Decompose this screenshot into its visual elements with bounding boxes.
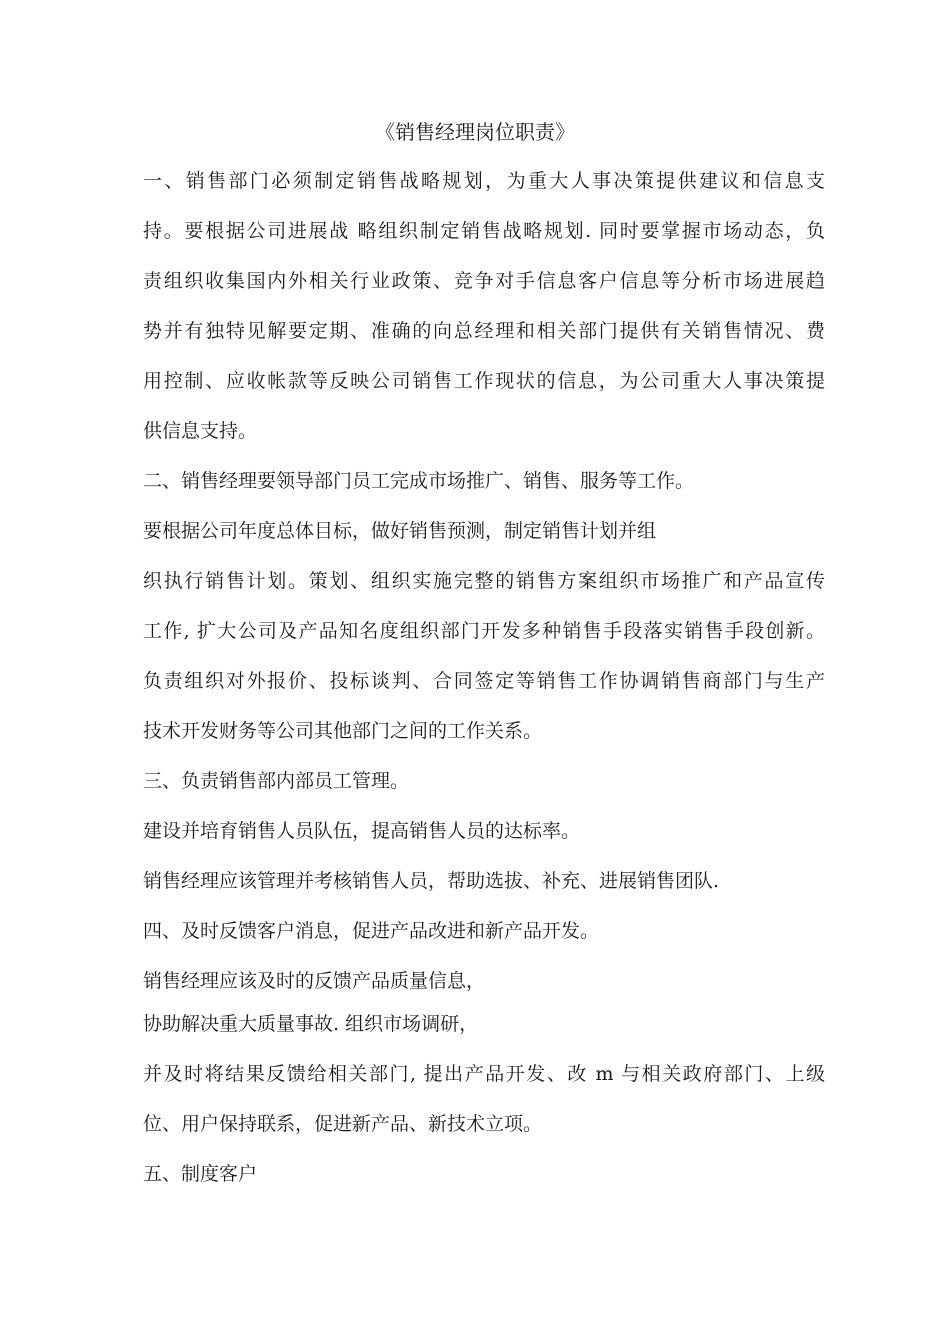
text-line-17: 销售经理应该及时的反馈产品质量信息， [143, 970, 486, 992]
text-line-20: 位、用户保持联系，促进新产品、新技术立项。 [143, 1113, 543, 1135]
text-line-8: 要根据公司年度总体目标，做好销售预测，制定销售计划并组 [143, 520, 657, 542]
text-line-19: 并及时将结果反馈给相关部门, 提出产品开发、改 m 与相关政府部门、上级 [143, 1063, 825, 1085]
text-line-6: 供信息支持。 [143, 420, 258, 442]
text-line-4: 势并有独特见解要定期、准确的向总经理和相关部门提供有关销售情况、费 [143, 320, 825, 342]
text-line-15: 销售经理应该管理并考核销售人员，帮助选拔、补充、进展销售团队. [143, 870, 720, 892]
section-heading-4: 四、及时反馈客户消息，促进产品改进和新产品开发。 [143, 920, 600, 942]
section-heading-2: 二、销售经理要领导部门员工完成市场推广、销售、服务等工作。 [143, 470, 695, 492]
section-heading-3: 三、负责销售部内部员工管理。 [143, 770, 410, 792]
section-heading-5: 五、制度客户 [143, 1163, 258, 1185]
text-line-18: 协助解决重大质量事故. 组织市场调研， [143, 1013, 479, 1035]
text-line-12: 技术开发财务等公司其他部门之间的工作关系。 [143, 720, 543, 742]
document-title: 《销售经理岗位职责》 [375, 120, 575, 144]
text-line-9: 织执行销售计划。策划、组织实施完整的销售方案组织市场推广和产品宣传 [143, 570, 825, 592]
text-line-5: 用控制、应收帐款等反映公司销售工作现状的信息，为公司重大人事决策提 [143, 370, 825, 392]
text-line-1: 一、销售部门必须制定销售战略规划，为重大人事决策提供建议和信息支 [143, 170, 825, 192]
text-line-3: 责组织收集国内外相关行业政策、竞争对手信息客户信息等分析市场进展趋 [143, 270, 825, 292]
text-line-10: 工作, 扩大公司及产品知名度组织部门开发多种销售手段落实销售手段创新。 [143, 620, 825, 642]
text-line-14: 建设并培育销售人员队伍，提高销售人员的达标率。 [143, 820, 581, 842]
text-line-2: 持。要根据公司进展战 略组织制定销售战略规划. 同时要掌握市场动态，负 [143, 220, 825, 242]
text-line-11: 负责组织对外报价、投标谈判、合同签定等销售工作协调销售商部门与生产 [143, 670, 825, 692]
